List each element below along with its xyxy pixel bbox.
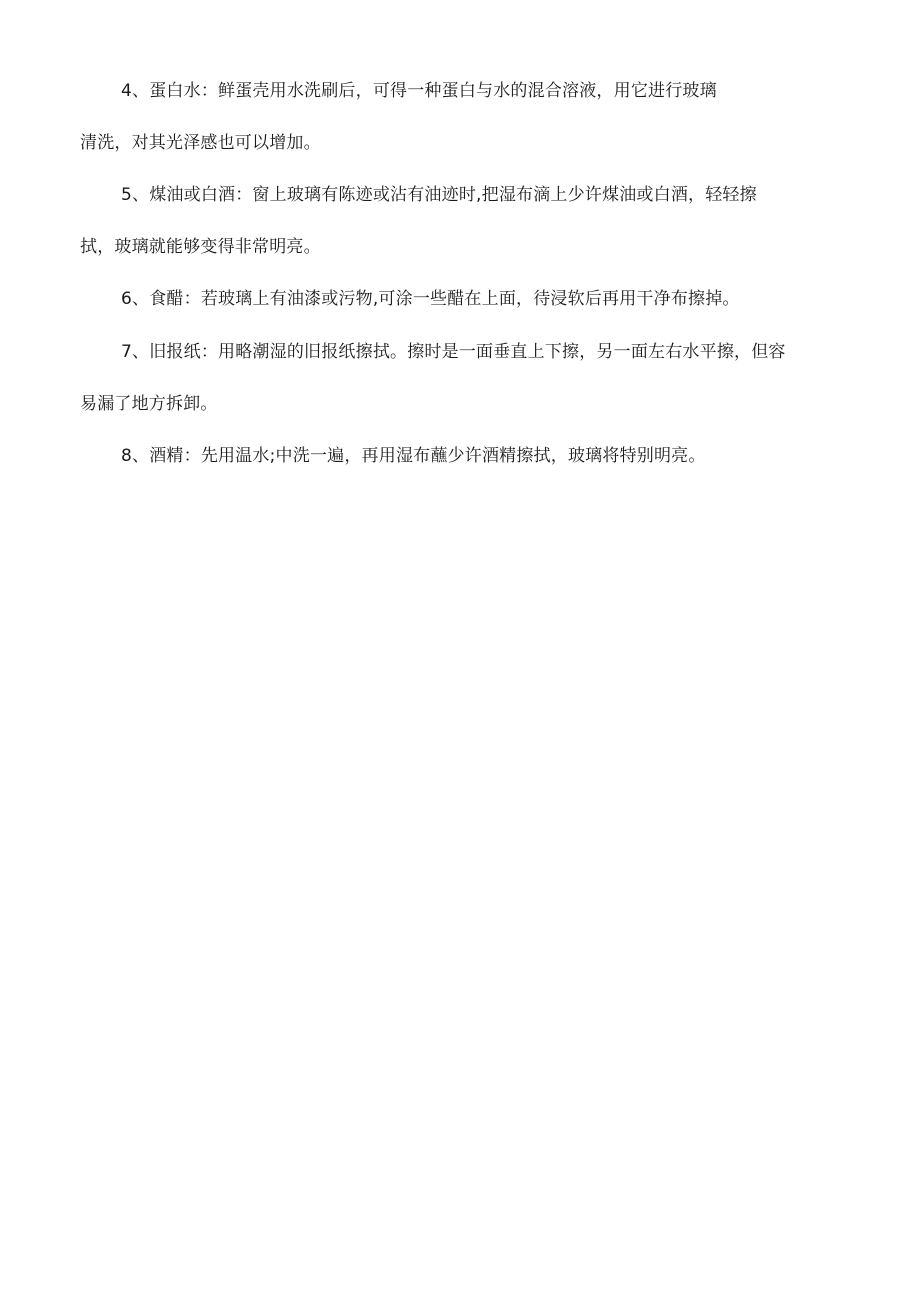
item-4-line-2: 清洗，对其光泽感也可以增加。	[80, 133, 321, 153]
item-5-line-2: 拭，玻璃就能够变得非常明亮。	[80, 237, 321, 257]
item-7-line-1: 7、旧报纸：用略潮湿的旧报纸擦拭。擦时是一面垂直上下擦，另一面左右水平擦，但容	[121, 342, 786, 362]
item-4-line-1: 4、蛋白水：鲜蛋壳用水洗刷后，可得一种蛋白与水的混合溶液，用它进行玻璃	[121, 81, 717, 101]
item-5-line-1: 5、煤油或白酒：窗上玻璃有陈迹或沾有油迹时,把湿布滴上少许煤油或白酒，轻轻擦	[121, 185, 757, 205]
item-7-line-2: 易漏了地方拆卸。	[80, 394, 218, 414]
item-6-line-1: 6、食醋：若玻璃上有油漆或污物,可涂一些醋在上面，待浸软后再用干净布擦掉。	[121, 289, 740, 309]
item-8-line-1: 8、酒精：先用温水;中洗一遍，再用湿布蘸少许酒精擦拭，玻璃将特别明亮。	[121, 446, 706, 466]
